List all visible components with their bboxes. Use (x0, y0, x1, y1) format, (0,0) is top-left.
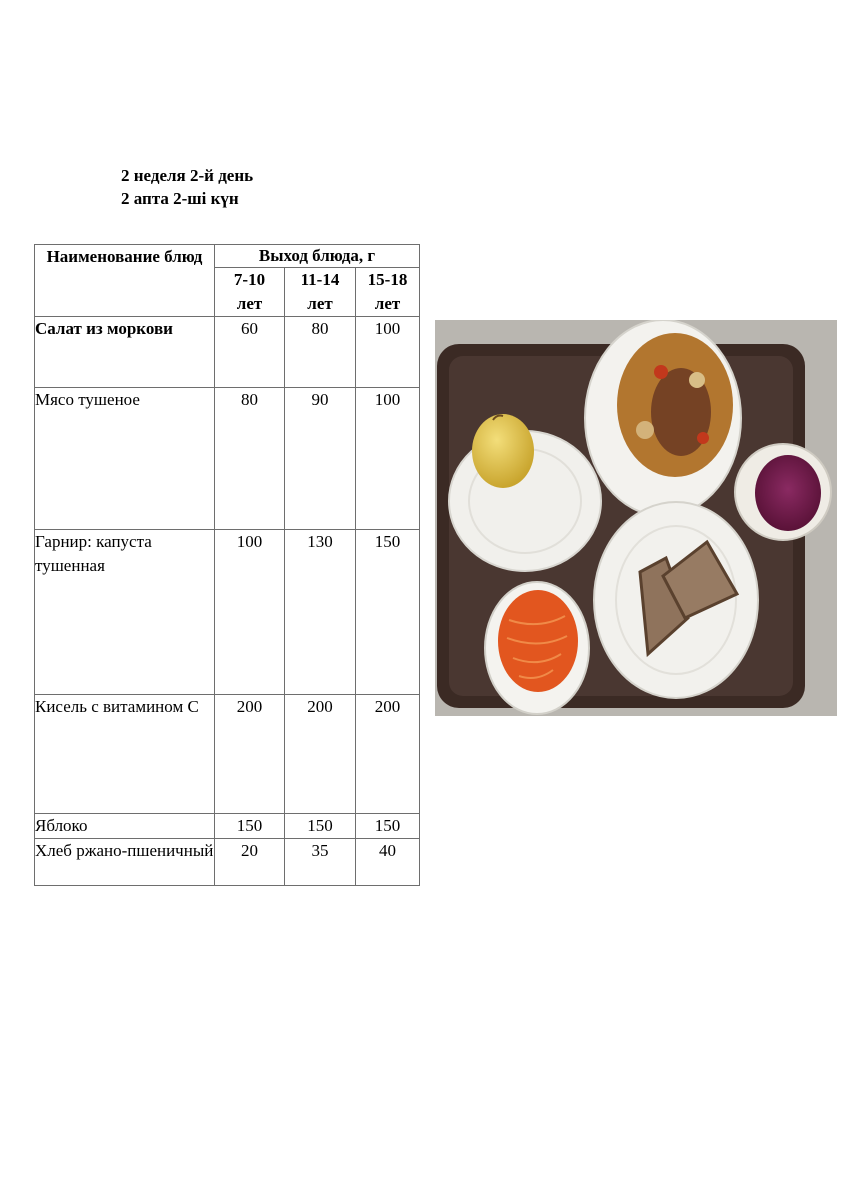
portion-value: 40 (356, 839, 420, 886)
portion-value: 20 (215, 839, 285, 886)
portion-value: 150 (215, 814, 285, 839)
stew-cabbage (636, 421, 654, 439)
apple (472, 414, 534, 488)
portion-value: 35 (285, 839, 356, 886)
dish-name: Яблоко (35, 814, 215, 839)
stew-tomato (654, 365, 668, 379)
portion-value: 200 (285, 695, 356, 814)
age-unit: лет (236, 294, 263, 313)
dish-name: Мясо тушеное (35, 388, 215, 530)
portion-value: 80 (285, 317, 356, 388)
age-unit: лет (307, 294, 333, 313)
meal-tray-illustration (435, 320, 837, 716)
meal-photo (435, 320, 837, 716)
age-range: 7-10 (233, 270, 266, 289)
portion-value: 200 (356, 695, 420, 814)
table-row (35, 839, 420, 886)
heading-russian: 2 неделя 2-й день (121, 166, 254, 185)
age-group-header (215, 268, 285, 317)
portion-value: 80 (215, 388, 285, 530)
heading-kazakh: 2 апта 2-ші күн (121, 189, 239, 208)
dish-name: Гарнир: капуста тушенная (35, 530, 215, 695)
portion-value: 90 (285, 388, 356, 530)
portion-value: 60 (215, 317, 285, 388)
portion-output-header: Выход блюда, г (215, 245, 420, 268)
age-group-header (356, 268, 420, 317)
stew-cabbage (689, 372, 705, 388)
portion-value: 150 (285, 814, 356, 839)
table-row (35, 388, 420, 530)
stew-tomato (697, 432, 709, 444)
portion-value: 130 (285, 530, 356, 695)
portion-value: 200 (215, 695, 285, 814)
dish-name-header: Наименование блюд (35, 245, 215, 317)
kissel-drink (755, 455, 821, 531)
table-row (35, 695, 420, 814)
age-range: 15-18 (367, 270, 408, 289)
age-group-header (285, 268, 356, 317)
age-range: 11-14 (300, 270, 340, 289)
menu-table (34, 244, 420, 886)
table-row (35, 530, 420, 695)
dish-name: Салат из моркови (35, 317, 215, 388)
table-row (35, 317, 420, 388)
portion-value: 150 (356, 814, 420, 839)
portion-value: 100 (356, 388, 420, 530)
menu-day-heading (121, 164, 253, 210)
age-unit: лет (374, 294, 401, 313)
portion-value: 100 (215, 530, 285, 695)
dish-name: Кисель с витамином С (35, 695, 215, 814)
dish-name: Хлеб ржано-пшеничный (35, 839, 215, 886)
table-row (35, 814, 420, 839)
portion-value: 100 (356, 317, 420, 388)
portion-value: 150 (356, 530, 420, 695)
